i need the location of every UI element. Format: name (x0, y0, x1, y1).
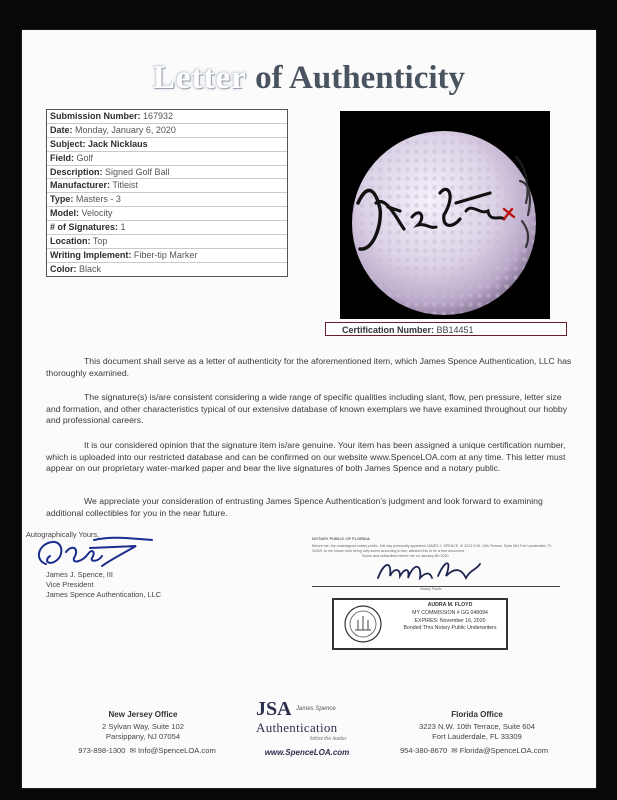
detail-key: Color: (50, 263, 77, 274)
detail-key: Submission Number: (50, 111, 141, 121)
detail-value: Velocity (81, 208, 113, 219)
page-title (22, 60, 596, 97)
certificate-paper (22, 30, 596, 788)
signer-role: Vice President (46, 580, 94, 589)
detail-value: Black (79, 263, 102, 274)
detail-row (47, 235, 287, 249)
seal-line-bonded: Bonded Thru Notary Public Underwriters (403, 625, 497, 632)
detail-value: Golf (76, 152, 94, 163)
detail-row (47, 179, 287, 193)
nj-office-contact (62, 746, 232, 755)
fl-office-contact (374, 746, 574, 755)
fl-office-address: 3223 N.W. 10th Terrace, Suite 604 (419, 722, 535, 731)
detail-row (47, 221, 287, 235)
nj-office-address: 2 Sylvan Way, Suite 102 (102, 722, 184, 731)
detail-row (47, 263, 287, 276)
detail-row (47, 124, 287, 138)
detail-key: Description: (50, 166, 103, 177)
paragraph-intro: This document shall serve as a letter of authenticity for the aforementioned item, which James Spence Authentication, LLC has thoroughly examined. (46, 356, 572, 378)
detail-row (47, 138, 287, 152)
nj-office-title: New Jersey Office (108, 710, 178, 719)
detail-key: Writing Implement: (50, 249, 132, 260)
jsa-authentication: Authentication (256, 720, 338, 735)
seal-line-name: AUDRA M. FLOYD (427, 602, 473, 608)
paragraph-opinion: It is our considered opinion that the signature item is/are genuine. Your item has been assigned a unique certification number, which is uploaded into our restricted database and can be confirmed on our website www.SpenceLOA.com at any time. This letter must appear on our proprietary water-marked paper and bear the live signatures of both James Spence and a notary public. (46, 440, 566, 474)
seal-line-commission: MY COMMISSION # GG 048094 (412, 609, 488, 616)
fl-office-email[interactable]: Florida@SpenceLOA.com (459, 746, 549, 755)
detail-key: Date: (50, 124, 73, 135)
certification-number (325, 322, 567, 336)
notary-seal (332, 598, 508, 650)
jsa-website[interactable]: www.SpenceLOA.com (264, 748, 350, 757)
envelope-icon: ✉ (451, 746, 458, 755)
envelope-icon: ✉ (129, 746, 136, 755)
state-seal-icon (340, 604, 386, 644)
detail-value: Masters - 3 (75, 194, 121, 205)
closing-text: Autographically Yours, (26, 530, 100, 539)
detail-value: Monday, January 6, 2020 (75, 124, 176, 135)
notary-statement: Before me, the undersigned notary public, this day personally appeared JAMES J. SPENCE, III 3223 N.W. 10th Terrace, Suite 604 Fort Lauderdale, FL 33309, to me known who being duly sworn according to law, attested this to be a true document. (312, 544, 552, 553)
detail-row (47, 249, 287, 263)
detail-row (47, 110, 287, 124)
jsa-mark: JSA (256, 698, 292, 720)
detail-value: Top (92, 236, 108, 247)
detail-key: Subject: (50, 138, 86, 149)
detail-value: 1 (120, 222, 126, 233)
notary-sworn: Sworn and subscribed before me on January 6th 2020 (362, 554, 449, 558)
detail-value: Fiber-tip Marker (133, 249, 198, 260)
detail-value: Signed Golf Ball (105, 166, 170, 177)
detail-key: Field: (50, 152, 74, 163)
certification-label: Certification Number: (342, 325, 435, 335)
seal-text (396, 602, 504, 633)
certification-value: BB14451 (436, 325, 474, 335)
nj-office-phone: 973-898-1300 (78, 746, 126, 755)
notary-signature (370, 552, 490, 586)
detail-row (47, 207, 287, 221)
paragraph-appreciation: We appreciate your consideration of entrusting James Spence Authentication's judgment and look forward to examining additional collectibles for you in the near future. (46, 496, 543, 518)
item-details-table (46, 109, 288, 277)
fl-office-title: Florida Office (451, 710, 503, 719)
jsa-tagline: follow the leader (310, 736, 347, 742)
detail-value: Titleist (112, 180, 139, 191)
seal-line-expires: EXPIRES: November 16, 2020 (414, 617, 486, 624)
signed-golf-ball-photo (340, 111, 550, 319)
spence-signature (32, 530, 162, 574)
notary-signature-label: Notary Public (420, 587, 442, 591)
notary-header: NOTARY PUBLIC OF FLORIDA (312, 536, 370, 541)
detail-key: Location: (50, 236, 91, 247)
nj-office-city: Parsippany, NJ 07054 (105, 732, 181, 741)
detail-key: # of Signatures: (50, 222, 119, 233)
detail-row (47, 193, 287, 207)
jsa-logo (252, 698, 362, 750)
signer-name: James J. Spence, III (46, 570, 113, 579)
detail-key: Manufacturer: (50, 180, 111, 191)
detail-value: 167932 (143, 111, 174, 121)
fl-office-city: Fort Lauderdale, FL 33309 (432, 732, 522, 741)
detail-row (47, 152, 287, 166)
fl-office-phone: 954-380-8670 (399, 746, 448, 755)
paragraph-examination: The signature(s) is/are consistent considering a wide range of specific qualities including slant, flow, pen pressure, letter size and formation, and other characteristics typical of our extensive database of known exemplars we have examined throughout our hobby and professional careers. (46, 392, 568, 426)
title-part-authenticity: of Authenticity (246, 60, 466, 96)
nj-office-email[interactable]: Info@SpenceLOA.com (138, 746, 216, 755)
detail-key: Model: (50, 208, 79, 219)
title-part-letter: Letter (152, 60, 247, 96)
jsa-name: James Spence (296, 706, 336, 712)
detail-row (47, 166, 287, 180)
signer-company: James Spence Authentication, LLC (46, 590, 162, 599)
detail-key: Type: (50, 194, 74, 205)
detail-value: Jack Nicklaus (88, 138, 148, 149)
